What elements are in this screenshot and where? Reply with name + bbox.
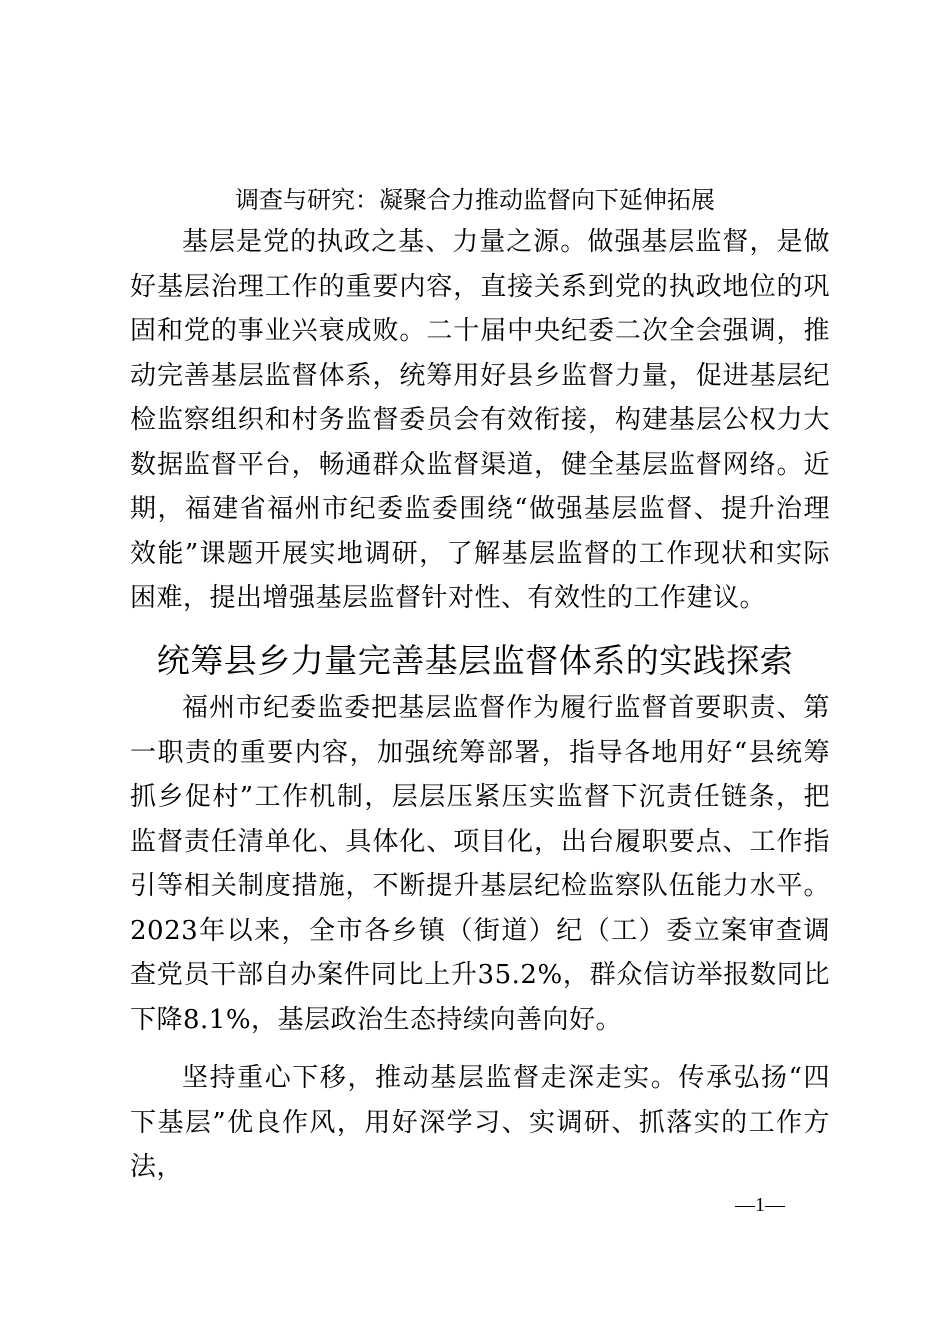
document-title: 调查与研究：凝聚合力推动监督向下延伸拓展 (235, 186, 715, 214)
page-number: —1— (735, 1194, 785, 1216)
section-paragraph-1: 福州市纪委监委把基层监督作为履行监督首要职责、第一职责的重要内容，加强统筹部署，指导各地用好“县统筹抓乡促村”工作机制，层层压紧压实监督下沉责任链条，把监督责任清单化、具体化、项目化，出台履职要点、工作指引等相关制度措施，不断提升基层纪检监察队伍能力水平。2023年以来，全市各乡镇（街道）纪（工）委立案审查调查党员干部自办案件同比上升35.2%，群众信访举报数同比下降8.1%，基层政治生态持续向善向好。 (130, 693, 830, 1035)
section-paragraph-2: 坚持重心下移，推动基层监督走深走实。传承弘扬“四下基层”优良作风，用好深学习、实调研、抓落实的工作方法， (130, 1063, 830, 1182)
intro-paragraph: 基层是党的执政之基、力量之源。做强基层监督，是做好基层治理工作的重要内容，直接关系到党的执政地位的巩固和党的事业兴衰成败。二十届中央纪委二次全会强调，推动完善基层监督体系，统筹用好县乡监督力量，促进基层纪检监察组织和村务监督委员会有效衔接，构建基层公权力大数据监督平台，畅通群众监督渠道，健全基层监督网络。近期，福建省福州市纪委监委围绕“做强基层监督、提升治理效能”课题开展实地调研，了解基层监督的工作现状和实际困难，提出增强基层监督针对性、有效性的工作建议。 (130, 227, 830, 613)
section-heading: 统筹县乡力量完善基层监督体系的实践探索 (156, 641, 794, 680)
